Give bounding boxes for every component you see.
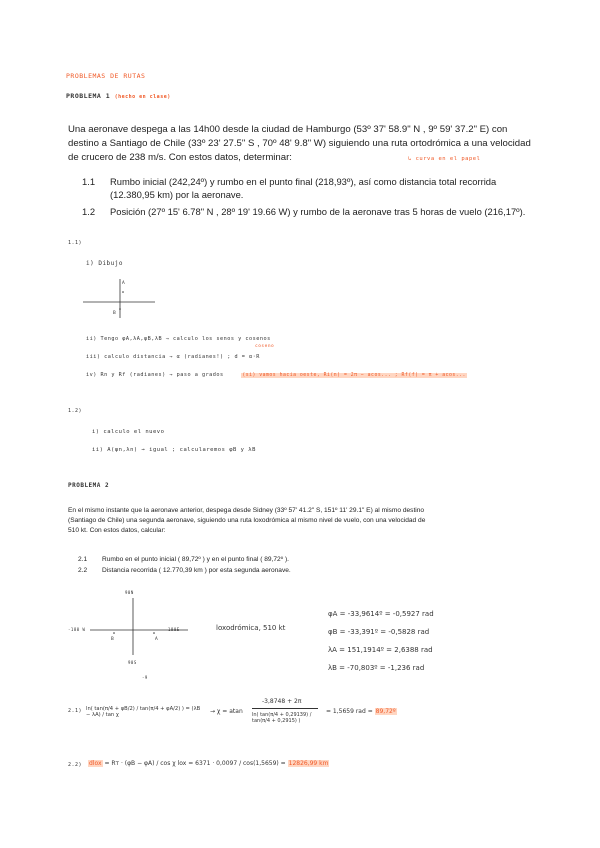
diagram-note: -9 [142, 675, 148, 680]
margin-note: ↳ curva en el papel [408, 156, 481, 162]
eq21-mid: → χ = atan [210, 708, 243, 715]
phi-a-value: φA = -33,9614º = -0,5927 rad [328, 610, 434, 618]
p2-q2-text: Distancia recorrida ( 12.770,39 km ) por esta segunda aeronave. [102, 567, 291, 574]
notes11-label: 1.1) [68, 240, 83, 246]
north-label: 90N [125, 590, 134, 595]
problem2-statement: En el mismo instante que la aeronave anterior, despega desde Sidney (33º 57' 41.2" S, 151º 11' 29.1" E) al mismo destino (Santiago de Chile) una segunda aeronave, siguiendo una ruta loxodrómica al mismo nivel de vuelo, con una velocidad de 510 kt. Con estos datos, calcular: [68, 507, 426, 534]
point-b-label: B [113, 311, 117, 316]
lambda-b-value: λB = -70,803º = -1,236 rad [328, 664, 425, 672]
eq21-numerator: -3,8748 + 2π [262, 698, 302, 705]
eq21-denominator: ln( tan(π/4 + 0,29139) / tan(π/4 + 0,2915) ) [252, 712, 312, 724]
b-point-label: B [111, 637, 115, 642]
notes11-step2-note: coseno [255, 344, 275, 349]
eq21-fraction-bar [252, 708, 318, 709]
loxodromic-label: loxodrómica, 510 kt [216, 624, 286, 632]
eq21-label: 2.1) [68, 708, 83, 714]
a-point-label: A [155, 637, 159, 642]
problem2-heading: PROBLEMA 2 [68, 482, 110, 489]
q1-text: Rumbo inicial (242,24º) y rumbo en el punto final (218,93º), así como distancia total recorrida (12.380,95 km) por la aeronave. [110, 176, 497, 200]
notes11-step4-highlight: (si) vamos hacia oeste, Ri(n) = 2π − acos... ; Rf(f) = π + acos... [242, 373, 466, 378]
eq22-formula: dlox = Rᴛ · (φB − φA) / cos χ lox = 6371 · 0,0097 / cos(1,5659) = 12826,99 km [89, 760, 329, 767]
p2-q2-number: 2.2 [78, 567, 88, 574]
notes11-step1: i) Dibujo [86, 260, 124, 267]
south-label: 90S [128, 660, 137, 665]
phi-b-value: φB = -33,391º = -0,5828 rad [328, 628, 430, 636]
eq21-left: ln( tan(π/4 + φB/2) / tan(π/4 + φA/2) ) = (λB − λA) / tan χ [86, 706, 201, 718]
problem1-note: (hecho en clase) [114, 94, 171, 100]
q2-number: 1.2 [82, 206, 96, 217]
eq22-label: 2.2) [68, 762, 83, 768]
q1-number: 1.1 [82, 176, 96, 187]
eq22-result-highlight: 12826,99 km [288, 760, 329, 767]
east-label: 180E [168, 627, 180, 632]
axes-sketch-1 [80, 276, 160, 320]
page-title: PROBLEMAS DE RUTAS [66, 72, 146, 80]
problem1-heading: PROBLEMA 1 (hecho en clase) [66, 92, 171, 100]
notes12-step2: ii) A(φn,λn) → igual ; calcularemos φB y λB [92, 447, 256, 453]
p2-q1-text: Rumbo en el punto inicial ( 89,72º ) y en el punto final ( 89,72º ). [102, 556, 289, 563]
point-a-label: A [122, 281, 126, 286]
problem1-statement: Una aeronave despega a las 14h00 desde la ciudad de Hamburgo (53º 37' 58.9" N , 9º 59' 37.2" E) con destino a Santiago de Chile (33º 23' 27.5" S , 70º 48' 9.8" W) siguiendo una ruta ortodrómica a una velocidad de crucero de 238 m/s. Con estos datos, determinar: [68, 124, 531, 163]
axes-sketch-2 [88, 595, 198, 665]
eq21-result: = 1,5659 rad = 89,72º [326, 708, 396, 715]
notes12-step1: i) calculo el nuevo [92, 429, 165, 435]
west-label: -180 W [68, 627, 86, 632]
lambda-a-value: λA = 151,1914º = 2,6388 rad [328, 646, 433, 654]
notes12-label: 1.2) [68, 408, 83, 414]
p2-q1-number: 2.1 [78, 556, 88, 563]
notes11-step4: iv) Rn y Rf (radianes) → paso a grados (si) vamos hacia oeste, Ri(n) = 2π − acos... ; Rf(f) = π + acos... [86, 372, 466, 378]
notes11-step3: iii) calculo distancia → α (radianes!) ; d = α·R [86, 354, 260, 360]
eq21-result-highlight: 89,72º [375, 708, 396, 715]
q2-text: Posición (27º 15' 6.78" N , 28º 19' 19.66 W) y rumbo de la aeronave tras 5 horas de vuelo (216,17º). [110, 206, 526, 217]
dlox-highlight: dlox [89, 760, 102, 767]
notes11-step2: ii) Tengo φA,λA,φB,λB → calculo los senos y cosenos [86, 336, 271, 342]
